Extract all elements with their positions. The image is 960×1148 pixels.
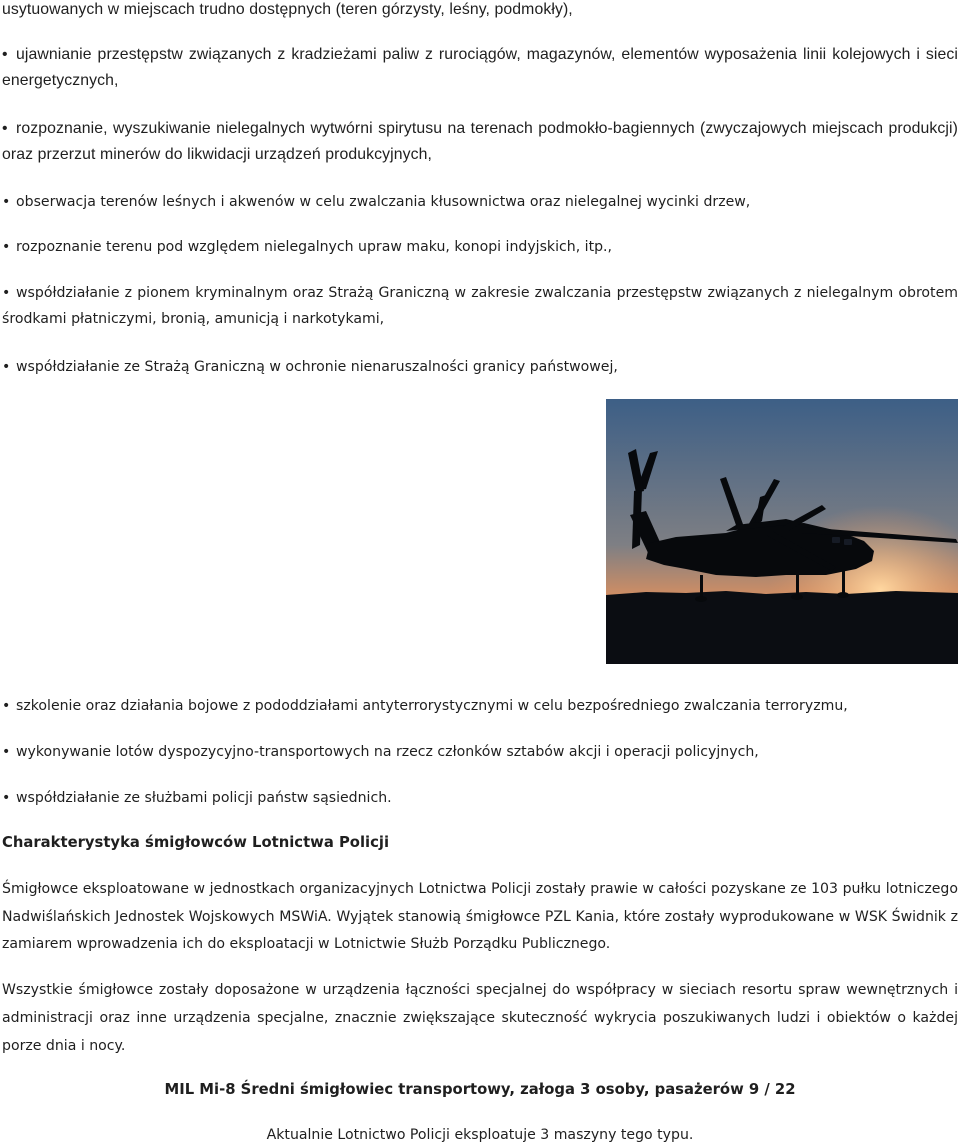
list-item-text: współdziałanie ze służbami policji państw sąsiednich. xyxy=(16,790,392,806)
list-item xyxy=(2,785,958,811)
intro-line: usytuowanych w miejscach trudno dostępnych (teren górzysty, leśny, podmokły), xyxy=(2,1,573,18)
bullet-icon: • xyxy=(2,194,11,210)
list-item-text: rozpoznanie terenu pod względem nielegalnych upraw maku, konopi indyjskich, itp., xyxy=(16,239,612,255)
list-item-text: szkolenie oraz działania bojowe z pododdziałami antyterrorystycznymi w celu bezpośredniego zwalczania terroryzmu, xyxy=(16,698,848,714)
list-item xyxy=(2,189,958,215)
list-item xyxy=(2,354,958,380)
bullet-icon: • xyxy=(2,698,11,714)
list-item xyxy=(2,280,958,332)
list-item xyxy=(2,42,958,94)
bullet-icon: • xyxy=(2,285,11,301)
helicopter-silhouette-image xyxy=(606,399,958,664)
body-paragraph: Śmigłowce eksploatowane w jednostkach organizacyjnych Lotnictwa Policji zostały prawie w całości pozyskane ze 103 pułku lotniczego Nadwiślańskich Jednostek Wojskowych MSWiA. Wyjątek stanowią śmigłowce PZL Kania, które zostały wyprodukowane w WSK Świdnik z zamiarem wprowadzenia ich do eksploatacji w Lotnictwie Służb Porządku Publicznego. xyxy=(2,881,958,952)
list-item xyxy=(2,739,958,765)
list-item-text: rozpoznanie, wyszukiwanie nielegalnych wytwórni spirytusu na terenach podmokło-bagiennych (zwyczajowych miejscach produkcji) oraz przerzut minerów do likwidacji urządzeń produkcyjnych, xyxy=(2,120,958,163)
bullet-icon: • xyxy=(2,46,8,63)
list-item-text: współdziałanie z pionem kryminalnym oraz Strażą Graniczną w zakresie zwalczania przestępstw związanych z nielegalnym obrotem środkami płatniczymi, bronią, amunicją i narkotykami, xyxy=(2,285,958,327)
section-heading: Charakterystyka śmigłowców Lotnictwa Policji xyxy=(2,834,390,851)
list-item xyxy=(2,693,958,719)
bullet-icon: • xyxy=(2,744,11,760)
bullet-icon: • xyxy=(2,359,11,375)
list-item xyxy=(2,116,958,168)
list-item-text: obserwacja terenów leśnych i akwenów w celu zwalczania kłusownictwa oraz nielegalnej wycinki drzew, xyxy=(16,194,751,210)
helicopter-photo xyxy=(606,399,958,664)
aircraft-title: MIL Mi-8 Średni śmigłowiec transportowy, załoga 3 osoby, pasażerów 9 / 22 xyxy=(164,1081,796,1098)
bullet-icon: • xyxy=(2,790,11,806)
list-item-text: ujawnianie przestępstw związanych z kradzieżami paliw z rurociągów, magazynów, elementów wyposażenia linii kolejowych i sieci energetycznych, xyxy=(2,46,958,89)
list-item-text: współdziałanie ze Strażą Graniczną w ochronie nienaruszalności granicy państwowej, xyxy=(16,359,618,375)
list-item-text: wykonywanie lotów dyspozycyjno-transportowych na rzecz członków sztabów akcji i operacji policyjnych, xyxy=(16,744,759,760)
list-item xyxy=(2,234,958,260)
body-paragraph: Wszystkie śmigłowce zostały doposażone w urządzenia łączności specjalnej do współpracy w sieciach resortu spraw wewnętrznych i administracji oraz inne urządzenia specjalne, znacznie zwiększające skuteczność wykrycia poszukiwanych ludzi i obiektów o każdej porze dnia i nocy. xyxy=(2,982,958,1054)
bullet-icon: • xyxy=(2,120,8,137)
bullet-icon: • xyxy=(2,239,11,255)
aircraft-note: Aktualnie Lotnictwo Policji eksploatuje 3 maszyny tego typu. xyxy=(266,1127,694,1143)
